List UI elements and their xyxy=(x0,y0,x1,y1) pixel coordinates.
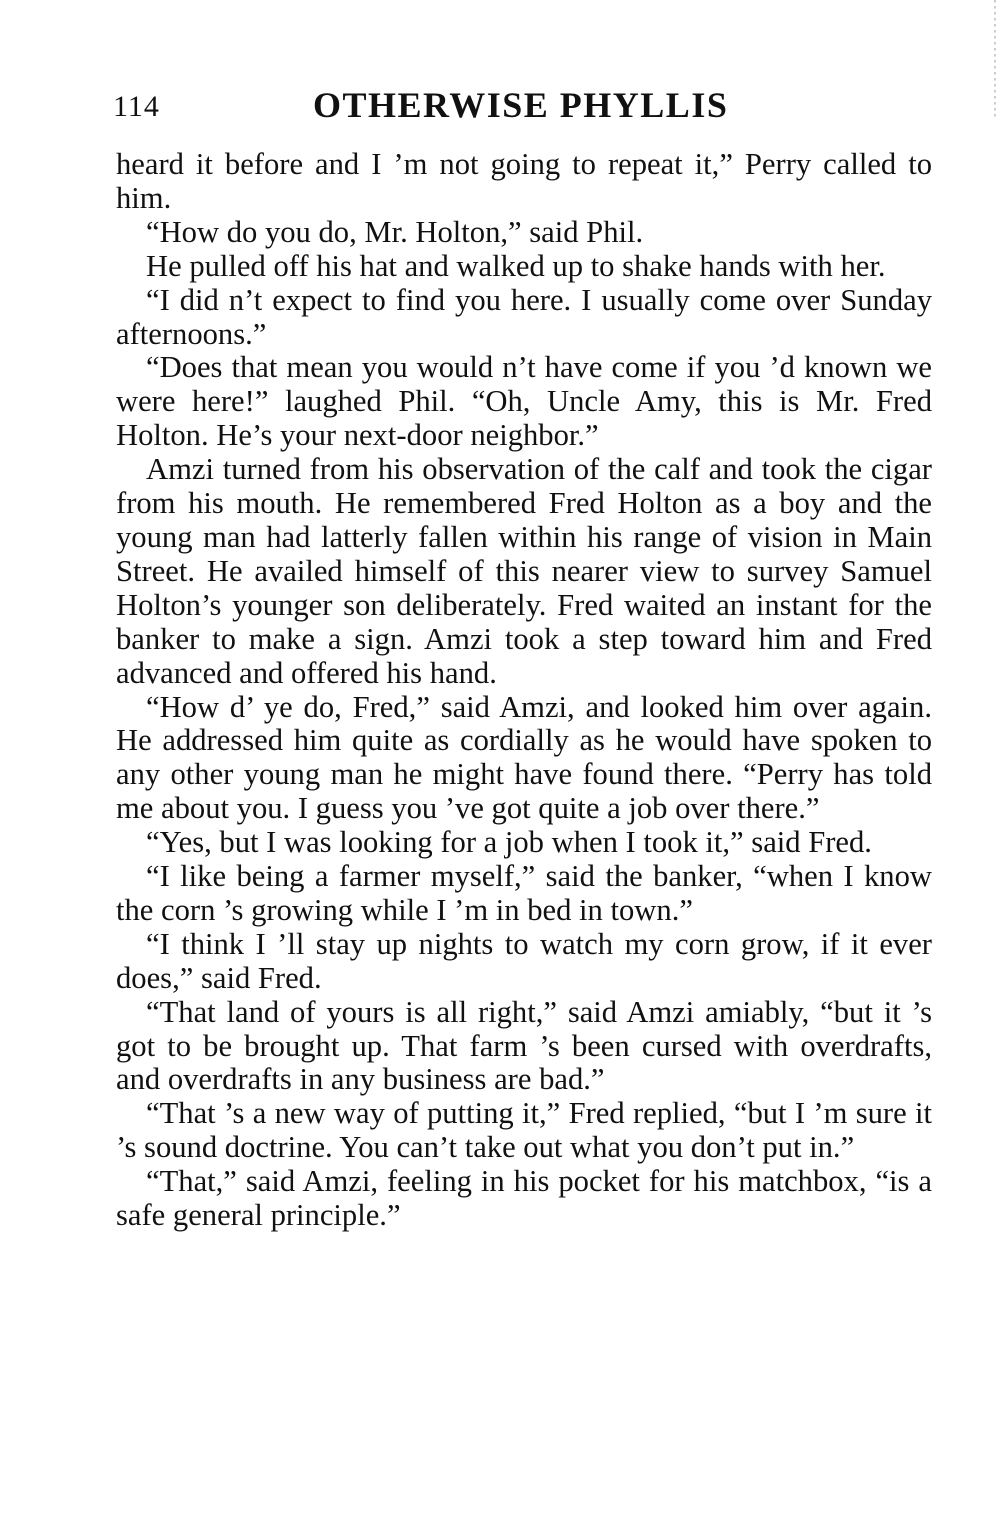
paragraph: He pulled off his hat and walked up to shake hands with her. xyxy=(146,248,886,283)
paragraph: heard it before and I ’m not going to repeat it,” Perry called to him. xyxy=(116,147,932,215)
paragraph: “I did n’t expect to find you here. I usually come over Sunday afternoons.” xyxy=(116,282,932,351)
paragraph: Amzi turned from his observation of the calf and took the cigar from his mouth. He remembered Fred Holton as a boy and the young man had latterly fallen within his range of vision in Main Street. He availed himself of this nearer view to survey Samuel Holton’s younger son deliberately. Fred waited an instant for the banker to make a sign. Amzi took a step toward him and Fred advanced and offered his hand. xyxy=(116,452,932,690)
paragraph: “I think I ’ll stay up nights to watch my corn grow, if it ever does,” said Fred. xyxy=(116,926,932,995)
paragraph: “That ’s a new way of putting it,” Fred replied, “but I ’m sure it ’s sound doctrine. You can’t take out what you don’t put in.” xyxy=(116,1096,932,1165)
paragraph: “That land of yours is all right,” said Amzi amiably, “but it ’s got to be brought up. That farm ’s been cursed with overdrafts, and overdrafts in any business are bad.” xyxy=(116,994,932,1097)
running-title: OTHERWISE PHYLLIS xyxy=(313,85,729,125)
paragraph: “How d’ ye do, Fred,” said Amzi, and looked him over again. He addressed him quite as cordially as he would have spoken to any other young man he might have found there. “Perry has told me about you. I guess you ’ve got quite a job over there.” xyxy=(116,689,932,826)
page-number: 114 xyxy=(113,90,160,123)
paragraph: “Does that mean you would n’t have come if you ’d known we were here!” laughed Phil. “Oh, Uncle Amy, this is Mr. Fred Holton. He’s your next-door neighbor.” xyxy=(116,350,932,453)
paragraph: “I like being a farmer myself,” said the banker, “when I know the corn ’s growing while I ’m in bed in town.” xyxy=(116,859,932,927)
body-text xyxy=(116,148,932,1233)
paragraph: “That,” said Amzi, feeling in his pocket for his matchbox, “is a safe general principle.” xyxy=(116,1164,932,1233)
paragraph: “How do you do, Mr. Holton,” said Phil. xyxy=(146,214,644,249)
paragraph: “Yes, but I was looking for a job when I took it,” said Fred. xyxy=(146,825,872,860)
page-edge-mark xyxy=(994,0,996,120)
